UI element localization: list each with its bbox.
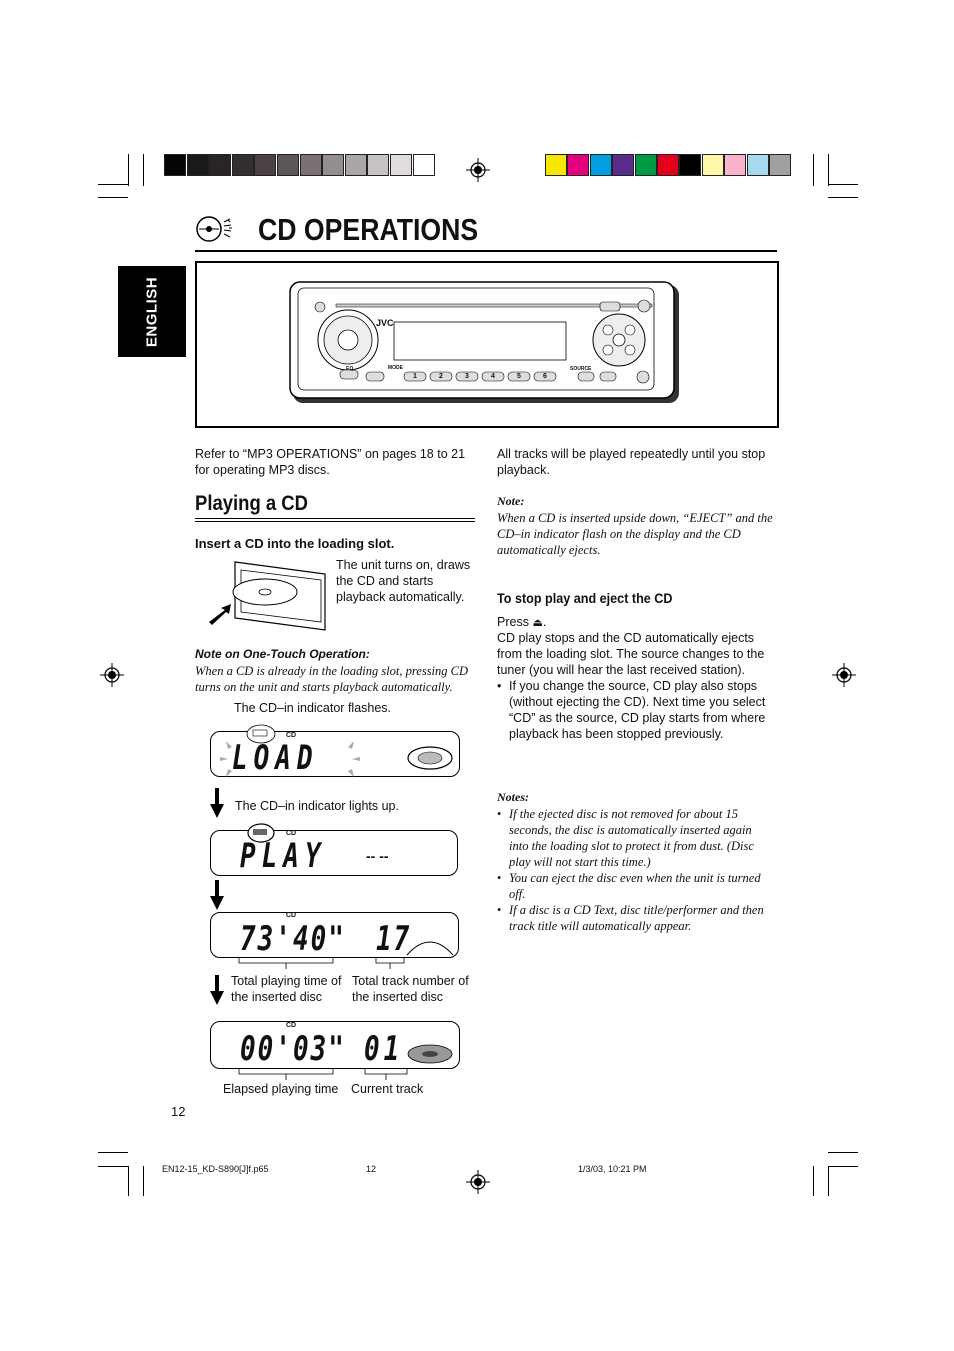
cd-label-4: CD xyxy=(286,1022,297,1029)
bracket-total-tracks xyxy=(375,957,405,969)
load-segment-text: LOAD xyxy=(232,739,319,778)
color-swatch xyxy=(545,154,567,176)
gray-swatch xyxy=(345,154,367,176)
color-swatch xyxy=(657,154,679,176)
press-line: Press ⏏. xyxy=(497,615,547,629)
gray-swatch xyxy=(209,154,231,176)
gray-swatch xyxy=(413,154,435,176)
current-track-caption: Current track xyxy=(351,1082,424,1096)
section-heading: Playing a CD xyxy=(195,492,308,515)
page-title: CD OPERATIONS xyxy=(258,212,479,247)
bracket-elapsed xyxy=(238,1068,334,1080)
cd-insert-illustration xyxy=(207,556,329,632)
indicator-lights-caption: The CD–in indicator lights up. xyxy=(235,799,399,813)
gray-swatch xyxy=(164,154,186,176)
button-2: 2 xyxy=(439,373,443,380)
note-item: • If the ejected disc is not removed for about 15 seconds, the disc is automatically inserted again into the loading slot to protect it from dust. (Disc play will not start this time.) xyxy=(497,806,773,870)
color-swatch xyxy=(702,154,724,176)
brand-logo: JVC xyxy=(376,318,394,328)
gray-swatch xyxy=(187,154,209,176)
footer-page: 12 xyxy=(366,1164,377,1174)
current-track-segment: 01 xyxy=(364,1030,404,1069)
total-tracks-segment: 17 xyxy=(376,920,412,959)
gray-swatch xyxy=(322,154,344,176)
indicator-flash-caption: The CD–in indicator flashes. xyxy=(234,701,392,715)
notes-list xyxy=(497,806,773,934)
repeat-text: All tracks will be played repeatedly until you stop playback. xyxy=(497,447,766,477)
gray-swatch xyxy=(367,154,389,176)
registration-mark-bottom xyxy=(466,1170,490,1194)
cd-icon xyxy=(195,214,237,244)
footer-date: 1/3/03, 10:21 PM xyxy=(578,1164,647,1174)
color-swatch xyxy=(635,154,657,176)
language-tab: ENGLISH xyxy=(118,266,186,357)
mode-label: MODE xyxy=(388,365,403,371)
bracket-total-time xyxy=(238,957,334,969)
car-stereo-faceplate xyxy=(288,280,684,408)
color-swatch xyxy=(769,154,791,176)
stop-text: CD play stops and the CD automatically ejects from the loading slot. The source changes to the tuner (you will hear the last received station). xyxy=(497,631,765,677)
color-swatch xyxy=(612,154,634,176)
bullet-source-change: • If you change the source, CD play also stops (without ejecting the CD). Next time you select “CD” as the source, CD play starts from where playback has been stopped previously. xyxy=(497,678,775,742)
color-swatch xyxy=(590,154,612,176)
disc-outline-icon xyxy=(404,935,456,957)
button-6: 6 xyxy=(543,373,547,380)
gray-swatch xyxy=(254,154,276,176)
elapsed-caption: Elapsed playing time xyxy=(223,1082,339,1096)
play-dashes: -- -- xyxy=(366,848,389,864)
stop-heading: To stop play and eject the CD xyxy=(497,590,673,606)
color-swatch xyxy=(679,154,701,176)
total-tracks-caption: Total track number of the inserted disc xyxy=(352,974,469,1004)
one-touch-note-text: When a CD is already in the loading slot, pressing CD turns on the unit and starts playback automatically. xyxy=(195,664,469,694)
elapsed-time-segment: 00'03" xyxy=(240,1030,346,1069)
note-heading: Note: xyxy=(497,494,525,508)
footer-file: EN12-15_KD-S890[J]f.p65 xyxy=(162,1164,269,1174)
note-item: • You can eject the disc even when the unit is turned off. xyxy=(497,870,773,902)
button-1: 1 xyxy=(413,373,417,380)
button-3: 3 xyxy=(465,373,469,380)
bracket-current xyxy=(364,1068,408,1080)
color-swatch xyxy=(567,154,589,176)
registration-mark-right xyxy=(832,663,856,687)
eq-label: EQ xyxy=(346,366,354,372)
spinning-disc-icon xyxy=(404,1040,456,1064)
step-heading: Insert a CD into the loading slot. xyxy=(195,536,395,551)
cd-label-1: CD xyxy=(286,732,297,739)
disc-in-slot-icon xyxy=(405,743,455,773)
down-arrow-icon xyxy=(209,880,225,910)
button-5: 5 xyxy=(517,373,521,380)
note-item: • If a disc is a CD Text, disc title/performer and then track title will automatically appear. xyxy=(497,902,773,934)
source-label: SOURCE xyxy=(570,366,592,372)
gray-swatch xyxy=(300,154,322,176)
total-time-segment: 73'40" xyxy=(240,920,346,959)
one-touch-note-heading: Note on One-Touch Operation: xyxy=(195,647,370,661)
gray-swatch xyxy=(277,154,299,176)
intro-text: Refer to “MP3 OPERATIONS” on pages 18 to 21 for operating MP3 discs. xyxy=(195,447,466,477)
down-arrow-icon xyxy=(209,975,225,1005)
step-text: The unit turns on, draws the CD and starts playback automatically. xyxy=(336,558,471,604)
gray-swatch xyxy=(390,154,412,176)
down-arrow-icon xyxy=(209,788,225,818)
color-swatch xyxy=(747,154,769,176)
notes-heading: Notes: xyxy=(497,790,529,804)
cd-label-2: CD xyxy=(286,830,297,837)
registration-mark-left xyxy=(100,663,124,687)
total-time-caption: Total playing time of the inserted disc xyxy=(231,974,342,1004)
color-swatch xyxy=(724,154,746,176)
play-segment-text: PLAY xyxy=(240,837,327,876)
button-4: 4 xyxy=(491,373,495,380)
cd-label-3: CD xyxy=(286,912,297,919)
note-text: When a CD is inserted upside down, “EJECT” and the CD–in indicator flash on the display and the CD automatically ejects. xyxy=(497,511,773,557)
page-number: 12 xyxy=(171,1104,186,1119)
eject-icon: ⏏ xyxy=(532,616,543,629)
registration-mark-top xyxy=(466,158,490,182)
gray-swatch xyxy=(232,154,254,176)
